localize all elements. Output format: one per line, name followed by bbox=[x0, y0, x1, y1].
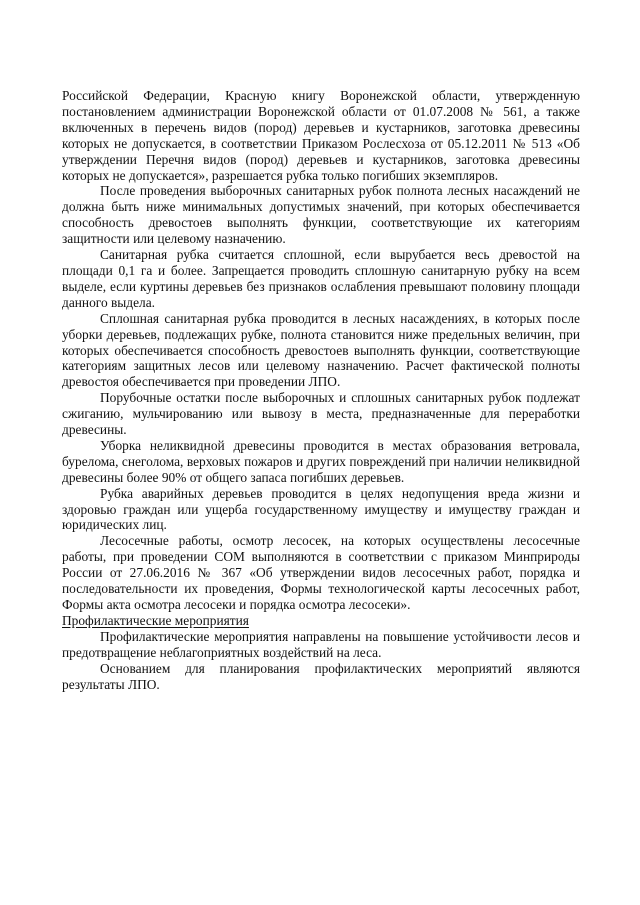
document-page bbox=[62, 88, 580, 692]
paragraph-logging-works: Лесосечные работы, осмотр лесосек, на которых осуществлены лесосечные работы, при проведении СОМ выполняются в соответствии с приказом Минприроды России от 27.06.2016 № 367 «Об утверждении видов лесосечных работ, порядка и последовательности их проведения, Формы технологической карты лесосечных работ, Формы акта осмотра лесосеки и порядка осмотра лесосеки». bbox=[62, 533, 580, 612]
paragraph-clear-sanitary-felling-conditions: Сплошная санитарная рубка проводится в лесных насаждениях, в которых после уборки деревьев, подлежащих рубке, полнота становится ниже предельных величин, при которых обеспечивается способность древостоев выполнять функции, соответствующие категориям защитных лесов или целевому назначению. Расчет фактической полноты древостоя обеспечивается при проведении ЛПО. bbox=[62, 310, 580, 390]
paragraph-continuation: Российской Федерации, Красную книгу Воронежской области, утвержденную постановлением администрации Воронежской области от 01.07.2008 № 561, а также включенных в перечень видов (пород) деревьев и кустарников, заготовка древесины которых не допускается, в соответствии Приказом Рослесхоза от 05.12.2011 № 513 «Об утверждении Перечня видов (пород) деревьев и кустарников, заготовка древесины которых не допускается», разрешается рубка только погибших экземпляров. bbox=[62, 88, 580, 183]
paragraph-preventive-measures-basis: Основанием для планирования профилактических мероприятий являются результаты ЛПО. bbox=[62, 660, 580, 692]
paragraph-illiquid-wood-cleanup: Уборка неликвидной древесины проводится в местах образования ветровала, бурелома, снеголома, верховых пожаров и других повреждений при наличии неликвидной древесины более 90% от общего запаса погибших деревьев. bbox=[62, 437, 580, 485]
paragraph-felling-residues: Порубочные остатки после выборочных и сплошных санитарных рубок подлежат сжиганию, мульчированию или вывозу в места, предназначенные для переработки древесины. bbox=[62, 390, 580, 438]
section-heading bbox=[62, 613, 580, 629]
paragraph-clear-sanitary-felling-definition: Санитарная рубка считается сплошной, если вырубается весь древостой на площади 0,1 га и более. Запрещается проводить сплошную санитарную рубку на всем выделе, если куртины деревьев без признаков ослабления превышают половину площади данного выдела. bbox=[62, 247, 580, 310]
section-heading-text: Профилактические мероприятия bbox=[62, 612, 249, 628]
paragraph-selective-felling-density: После проведения выборочных санитарных рубок полнота лесных насаждений не должна быть ниже минимальных допустимых значений, при которых обеспечивается способность древостоев выполнять функции, соответствующие их категориям защитности или целевому назначению. bbox=[62, 183, 580, 247]
paragraph-hazard-trees: Рубка аварийных деревьев проводится в целях недопущения вреда жизни и здоровью граждан или ущерба государственному имуществу и имуществу граждан и юридических лиц. bbox=[62, 485, 580, 533]
paragraph-preventive-measures-purpose: Профилактические мероприятия направлены на повышение устойчивости лесов и предотвращение неблагоприятных воздействий на леса. bbox=[62, 628, 580, 660]
